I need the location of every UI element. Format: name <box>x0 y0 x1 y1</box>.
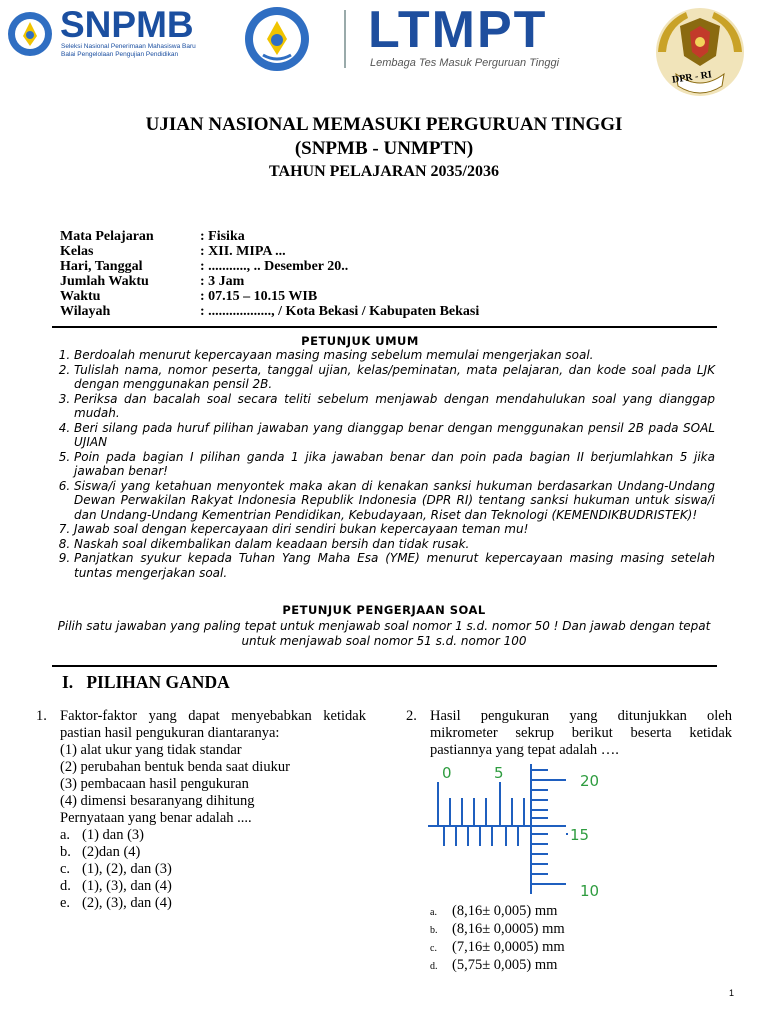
exam-info-value: : ..........., .. Desember 20.. <box>200 259 349 274</box>
work-instructions-text: Pilih satu jawaban yang paling tepat untuk menjawab soal nomor 1 s.d. nomor 50 ! Dan jawab dengan tepat untuk menjawab soal nomor 51 s.d. nomor 100 <box>57 619 711 648</box>
exam-info-row <box>60 244 479 259</box>
section-number: I. <box>62 672 74 692</box>
section-title: PILIHAN GANDA <box>86 672 230 692</box>
main-scale-label-0: 0 <box>442 764 452 782</box>
option-letter: a. <box>430 907 437 918</box>
exam-info-row <box>60 289 479 304</box>
header-logos <box>0 0 768 100</box>
option-text: (1) dan (3) <box>82 827 145 843</box>
answer-option[interactable] <box>430 921 730 939</box>
exam-info-value: : .................., / Kota Bekasi / Kabupaten Bekasi <box>200 304 480 319</box>
option-letter: a. <box>60 827 71 843</box>
question-number: 1. <box>36 708 47 724</box>
exam-info-value: : 3 Jam <box>200 274 245 289</box>
instruction-item: 9. Panjatkan syukur kepada Tuhan Yang Maha Esa (YME) menurut kepercayaan masing masing setelah tuntas mengerjakan soal. <box>74 551 715 580</box>
option-letter: d. <box>60 878 71 894</box>
option-text: (8,16± 0,0005) mm <box>452 921 565 937</box>
exam-info-label: Wilayah <box>60 304 111 319</box>
instruction-item: 4. Beri silang pada huruf pilihan jawaban yang dianggap benar dengan menggunakan pensil 2B pada SOAL UJIAN <box>74 421 715 450</box>
factor-item: (2) perubahan bentuk benda saat diukur <box>60 759 290 775</box>
snpmb-subtitle: Seleksi Nasional Penerimaan Mahasiswa Baru <box>61 43 196 50</box>
instruction-item: 2. Tulislah nama, nomor peserta, tanggal ujian, kelas/peminatan, mata pelajaran, dan kode soal pada LJK dengan menggunakan pensil 2B. <box>74 363 715 392</box>
option-text: (1), (3), dan (4) <box>82 878 172 894</box>
instruction-item: 1. Berdoalah menurut kepercayaan masing masing sebelum memulai mengerjakan soal. <box>74 348 715 363</box>
question-1 <box>36 708 366 912</box>
exam-info-row <box>60 304 479 319</box>
answer-option[interactable] <box>430 957 730 975</box>
answer-option[interactable] <box>60 844 366 861</box>
instruction-item: 5. Poin pada bagian I pilihan ganda 1 jika jawaban benar dan poin pada bagian II berjumlahkan 5 jika jawaban benar! <box>74 450 715 479</box>
question-stem: Hasil pengukuran yang ditunjukkan oleh mikrometer sekrup berikut beserta ketidak pastiannya yang tepat adalah …. <box>430 708 732 758</box>
option-text: (5,75± 0,005) mm <box>452 957 558 973</box>
answer-option[interactable] <box>60 861 366 878</box>
option-letter: b. <box>60 844 71 860</box>
section-heading <box>62 672 230 693</box>
thimble-label-15: 15 <box>570 826 590 844</box>
page-number: 1 <box>729 988 735 998</box>
exam-info-value: : 07.15 – 10.15 WIB <box>200 289 318 304</box>
exam-info-label: Waktu <box>60 289 101 304</box>
option-letter: e. <box>60 895 71 911</box>
snpmb-subtitle-2: Balai Pengelolaan Pengujian Pendidikan <box>61 51 179 58</box>
exam-info-row <box>60 259 479 274</box>
exam-year: TAHUN PELAJARAN 2035/2036 <box>269 163 499 180</box>
header-divider <box>344 10 346 68</box>
option-letter: b. <box>430 925 438 936</box>
exam-info-value: : Fisika <box>200 229 245 244</box>
exam-info-label: Kelas <box>60 244 94 259</box>
question-2 <box>406 708 732 759</box>
exam-info-table <box>60 229 479 319</box>
ltmpt-title: LTMPT <box>368 1 548 59</box>
kemendikbud-emblem-icon <box>243 5 311 73</box>
answer-option[interactable] <box>430 939 730 957</box>
exam-info-label: Jumlah Waktu <box>60 274 149 289</box>
snpmb-title: SNPMB <box>60 4 194 45</box>
thimble-label-20: 20 <box>580 772 600 790</box>
thimble-label-10: 10 <box>580 882 600 900</box>
question-2-options <box>430 903 730 975</box>
answer-option[interactable] <box>60 827 366 844</box>
exam-info-label: Hari, Tanggal <box>60 259 143 274</box>
question-number: 2. <box>406 708 417 724</box>
dpr-ri-emblem-icon <box>650 4 750 100</box>
micrometer-figure <box>424 760 610 900</box>
instruction-item: 7. Jawab soal dengan kepercayaan diri sendiri bukan kepercayaan teman mu! <box>74 522 715 537</box>
answer-option[interactable] <box>60 895 366 912</box>
question-prompt: Pernyataan yang benar adalah .... <box>60 810 252 826</box>
answer-option[interactable] <box>430 903 730 921</box>
divider-line <box>52 326 717 328</box>
dpr-ri-label: DPR - RI <box>671 69 713 86</box>
instruction-item: 8. Naskah soal dikembalikan dalam keadaan bersih dan tidak rusak. <box>74 537 715 552</box>
instruction-item: 3. Periksa dan bacalah soal secara teliti sebelum menjawab dengan mendahulukan soal yang dianggap mudah. <box>74 392 715 421</box>
work-instructions-heading: PETUNJUK PENGERJAAN SOAL <box>282 603 486 617</box>
exam-info-row <box>60 274 479 289</box>
factor-item: (1) alat ukur yang tidak standar <box>60 742 242 758</box>
option-text: (1), (2), dan (3) <box>82 861 172 877</box>
exam-title: UJIAN NASIONAL MEMASUKI PERGURUAN TINGGI <box>145 114 623 135</box>
option-letter: c. <box>60 861 71 877</box>
answer-option[interactable] <box>60 878 366 895</box>
exam-info-value: : XII. MIPA ... <box>200 244 286 259</box>
option-letter: c. <box>430 943 437 954</box>
option-text: (2), (3), dan (4) <box>82 895 172 911</box>
exam-subtitle: (SNPMB - UNMPTN) <box>294 138 474 159</box>
ltmpt-subtitle: Lembaga Tes Masuk Perguruan Tinggi <box>370 57 560 69</box>
general-instructions-heading: PETUNJUK UMUM <box>301 334 419 348</box>
option-letter: d. <box>430 961 438 972</box>
factor-item: (3) pembacaan hasil pengukuran <box>60 776 249 792</box>
exam-info-row <box>60 229 479 244</box>
main-scale-label-5: 5 <box>494 764 504 782</box>
tut-wuri-emblem-icon <box>5 10 55 58</box>
option-text: (7,16± 0,0005) mm <box>452 939 565 955</box>
question-stem: Faktor-faktor yang dapat menyebabkan ketidak pastian hasil pengukuran diantaranya: <box>60 708 366 741</box>
instruction-item: 6. Siswa/i yang ketahuan menyontek maka akan di kenakan sanksi hukuman berdasarkan Undang-Undang Dewan Perwakilan Rakyat Indonesia Republik Indonesia (DPR RI) tentang sanksi hukuman untuk siswa/i dan Undang-Undang Kementrian Pendidikan, Kebudayaan, Riset dan Teknologi (KEMENDIKBUDRISTEK)! <box>74 479 715 523</box>
factor-item: (4) dimensi besaranyang dihitung <box>60 793 255 809</box>
option-text: (2)dan (4) <box>82 844 141 860</box>
option-text: (8,16± 0,005) mm <box>452 903 558 919</box>
general-instructions <box>52 348 715 580</box>
exam-info-label: Mata Pelajaran <box>60 229 154 244</box>
divider-line-2 <box>52 665 717 667</box>
